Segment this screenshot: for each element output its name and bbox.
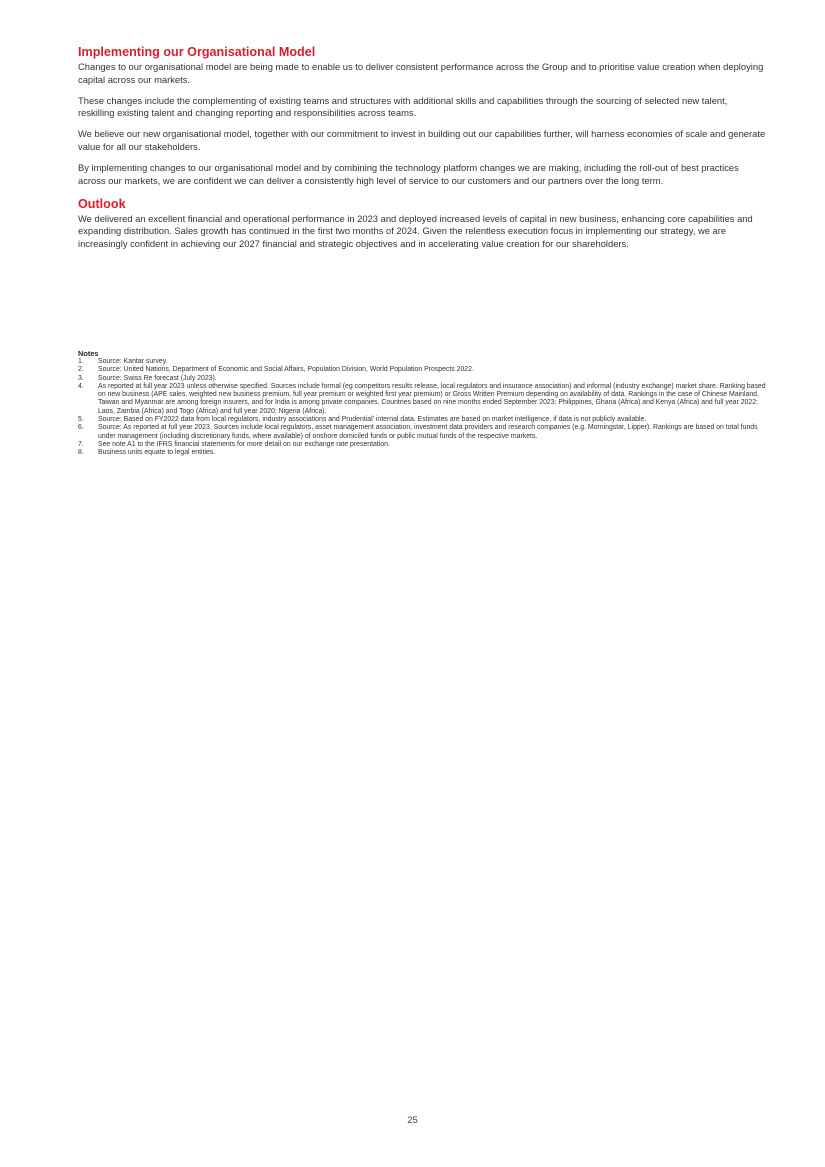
note-text: See note A1 to the IFRS financial statements for more detail on our exchange rate presentation. <box>98 440 390 448</box>
note-number: 8. <box>78 449 84 457</box>
note-number: 7. <box>78 440 84 448</box>
note-number: 6. <box>78 424 84 432</box>
notes-title: Notes <box>78 349 99 358</box>
section-heading-organisational-model: Implementing our Organisational Model <box>78 45 316 59</box>
note-text: Source: Swiss Re forecast (July 2023). <box>98 374 217 382</box>
paragraph: These changes include the complementing of existing teams and structures with additional skills and capabilities through the sourcing of selected new talent, reskilling existing talent and changing reporting and responsibilities across teams. <box>78 94 728 119</box>
note-number: 2. <box>78 366 84 374</box>
paragraph: By implementing changes to our organisational model and by combining the technology platform changes we are making, including the roll-out of best practices across our markets, we are confident we can deliver a consistently high level of service to our customers and our partners over the long term. <box>78 162 739 186</box>
paragraph: Changes to our organisational model are being made to enable us to deliver consistent performance across the Group and to prioritise value creation when deploying capital across our markets. <box>78 61 764 85</box>
note-text: As reported at full year 2023 unless otherwise specified. Sources include formal (eg competitors results release, local regulators and insurance association) and informal (industry exchange) market share. Ranking based on new business (APE sales, weighted new business premium, full year premium or weighted first year premium) or Gross Written Premium depending on availability of data. Rankings in the case of Chinese Mainland, Taiwan and Myanmar are among foreign insurers, and for India is among private companies. Countries based on nine months ended September 2023: Philippines, Ghana (Africa) and Kenya (Africa) and full year 2022: Laos, Zambia (Africa) and Togo (Africa) and full year 2020: Nigeria (Africa). <box>98 382 766 415</box>
paragraph: We believe our new organisational model, together with our commitment to invest in building out our capabilities further, will harness economies of scale and generate value for all our stakeholders. <box>78 128 766 152</box>
notes-section <box>78 349 768 458</box>
section-heading-outlook: Outlook <box>78 196 126 211</box>
note-text: Source: As reported at full year 2023. Sources include local regulators, asset management association, investment data providers and research companies (e.g. Morningstar, Lipper). Rankings are based on total funds under management (including discretionary funds, where available) of onshore domiciled funds or public mutual funds of the respective markets. <box>98 424 758 440</box>
note-number: 4. <box>78 382 84 390</box>
note-item <box>78 441 768 449</box>
paragraph: We delivered an excellent financial and operational performance in 2023 and deployed increased levels of capital in new business, enhancing core capabilities and expanding distribution. Sales growth has continued in the first two months of 2024. Given the relentless execution focus in implementing our strategy, we are increasingly confident in achieving our 2027 financial and strategic objectives and in accelerating value creation for our shareholders. <box>78 212 753 249</box>
note-item <box>78 375 768 383</box>
note-number: 3. <box>78 374 84 382</box>
note-number: 5. <box>78 416 84 424</box>
note-text: Source: Based on FY2022 data from local regulators, industry associations and Prudential' internal data. Estimates are based on market intelligence, if data is not publicly available. <box>98 416 647 424</box>
note-item <box>78 416 768 424</box>
note-item <box>78 358 768 366</box>
note-item <box>78 449 768 457</box>
main-content <box>78 44 766 259</box>
note-text: Source: United Nations, Department of Economic and Social Affairs, Population Division, World Population Prospects 2022. <box>98 366 474 374</box>
note-item <box>78 366 768 374</box>
note-item <box>78 424 768 441</box>
note-number: 1. <box>78 358 84 365</box>
note-item <box>78 383 768 416</box>
note-text: Source: Kantar survey. <box>98 358 168 365</box>
note-text: Business units equate to legal entities. <box>98 449 216 457</box>
page-number: 25 <box>407 1115 418 1126</box>
